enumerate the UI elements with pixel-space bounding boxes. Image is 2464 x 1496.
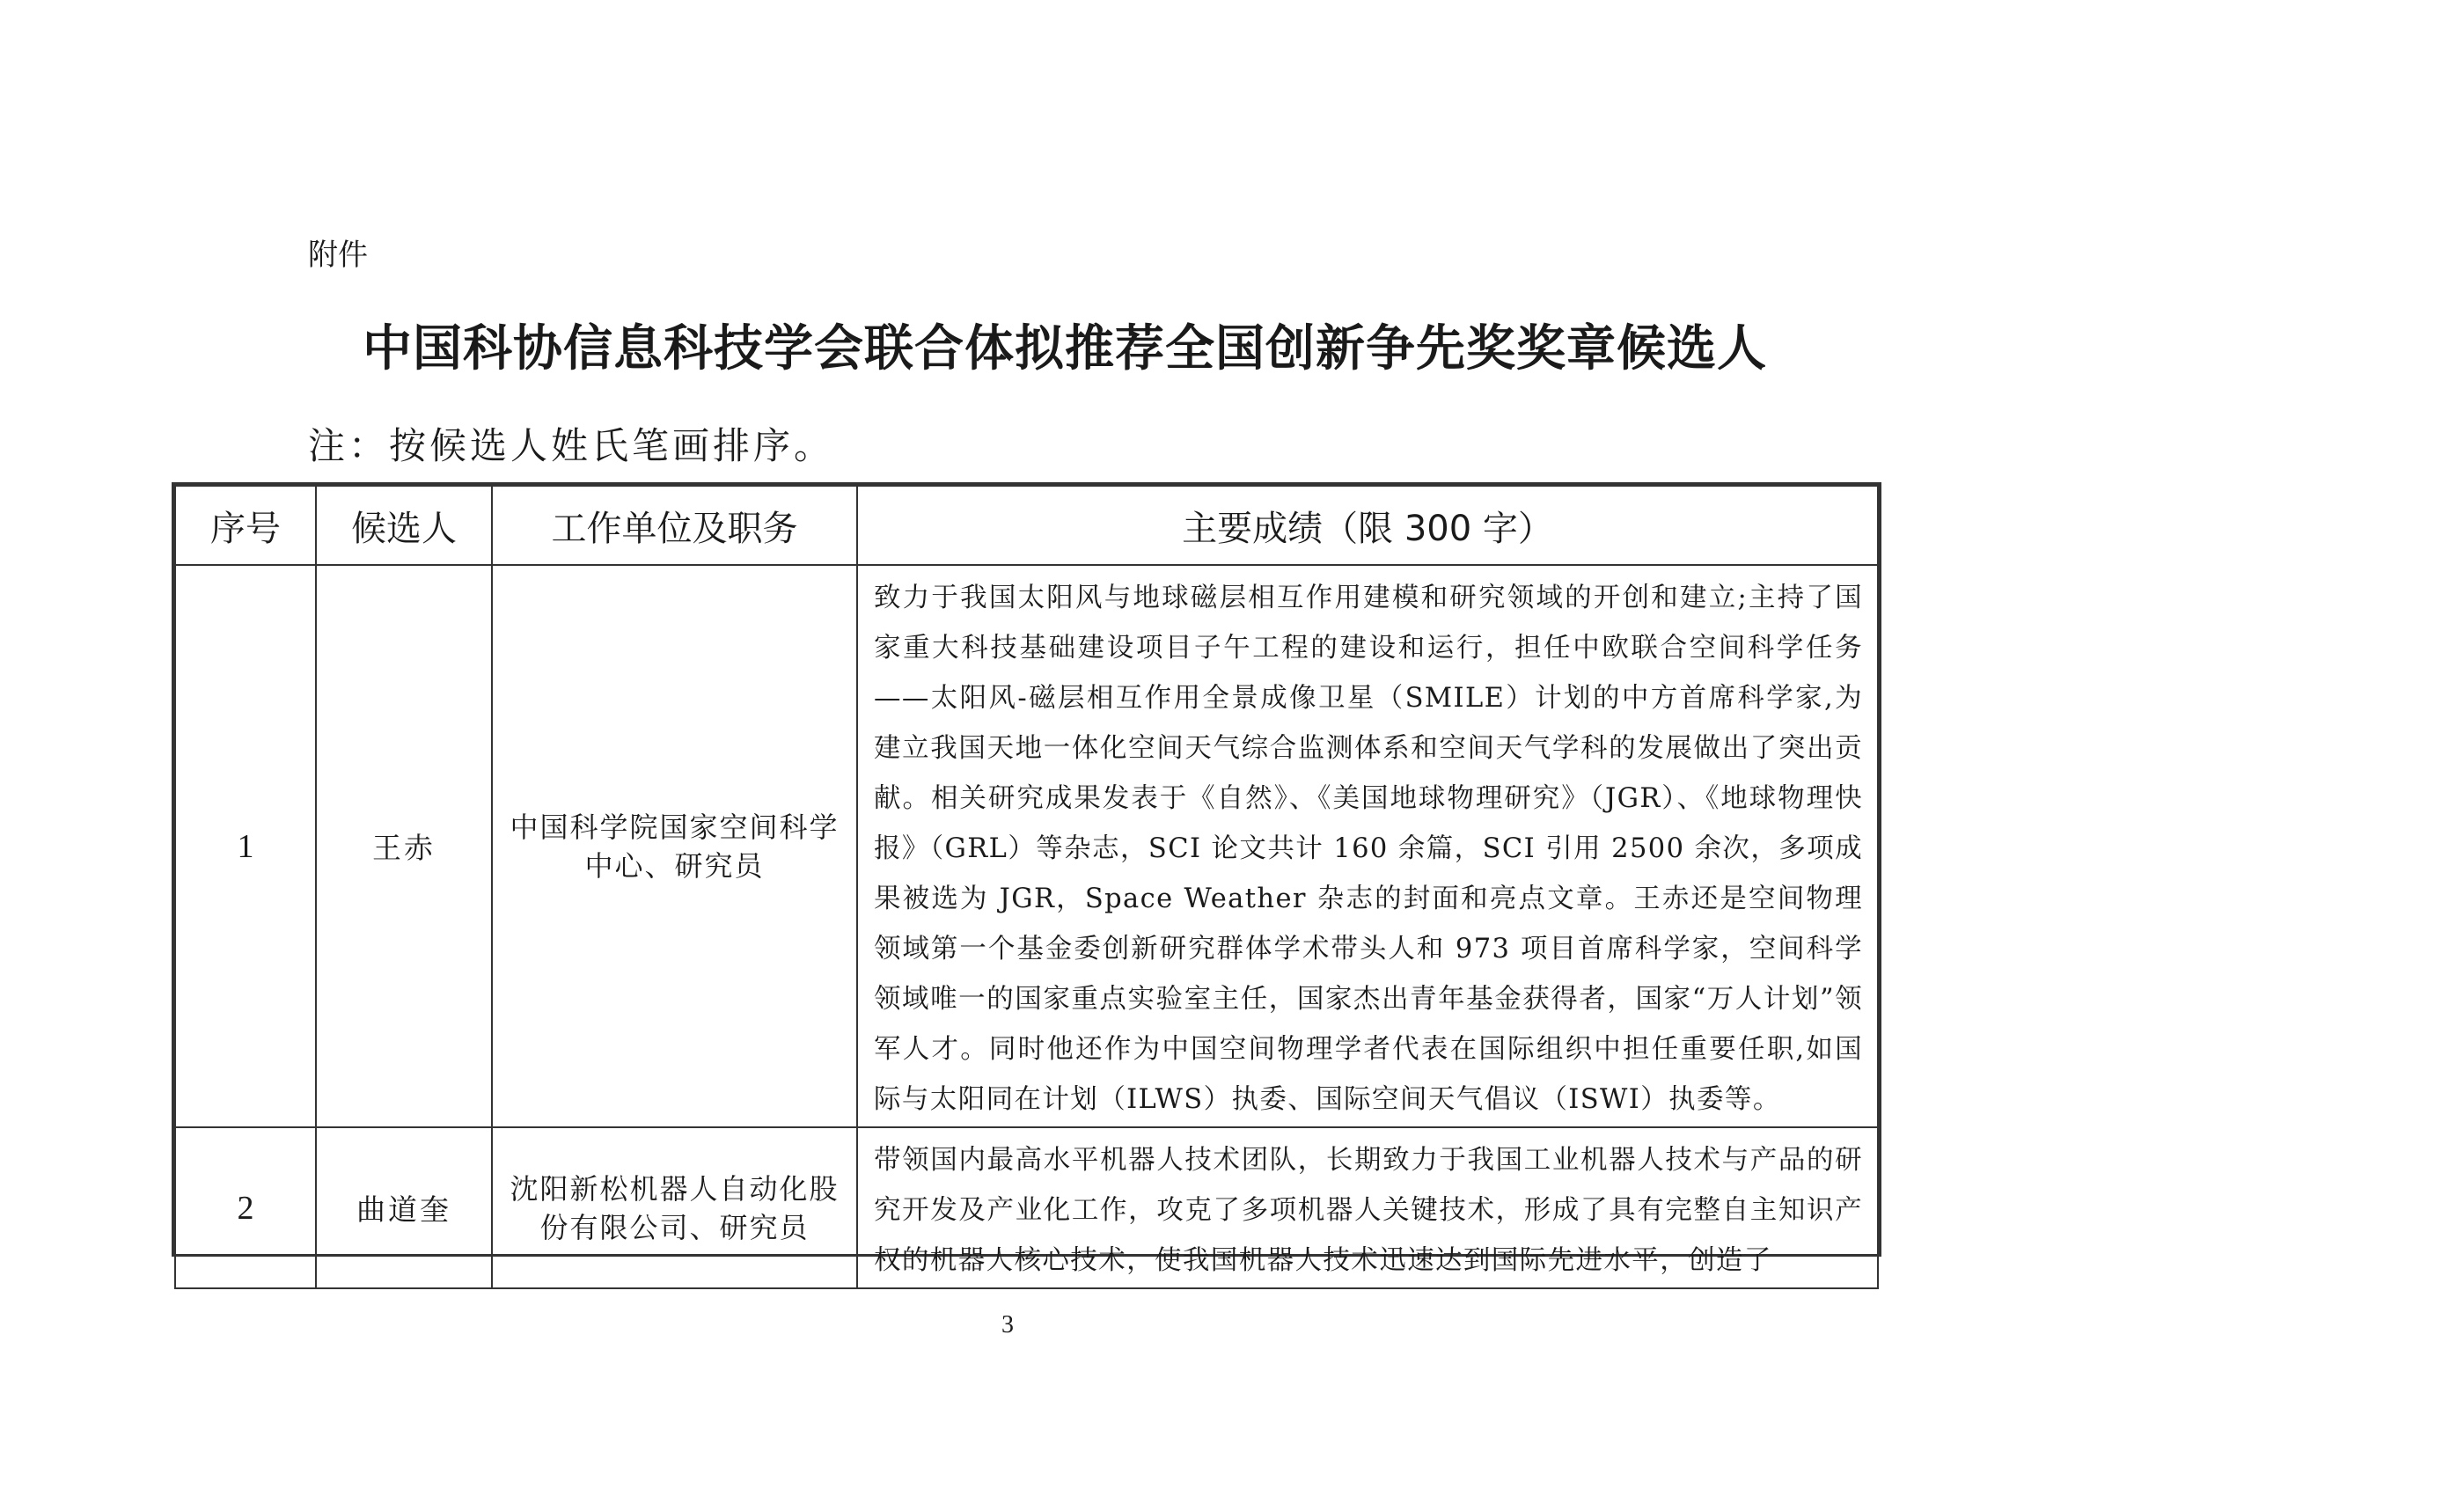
table-row <box>175 565 1878 1127</box>
candidate-table <box>174 485 1879 1289</box>
row-seq: 2 <box>175 1127 316 1288</box>
attachment-label: 附件 <box>308 238 368 273</box>
row-achievement: 带领国内最高水平机器人技术团队，长期致力于我国工业机器人技术与产品的研究开发及产业化工作，攻克了多项机器人关键技术，形成了具有完整自主知识产权的机器人核心技术，使我国机器人技术迅速达到国际先进水平，创造了 <box>857 1127 1878 1288</box>
row-candidate-name: 王赤 <box>316 565 492 1127</box>
header-organization: 工作单位及职务 <box>492 486 857 565</box>
row-organization: 中国科学院国家空间科学中心、研究员 <box>492 565 857 1127</box>
row-achievement: 致力于我国太阳风与地球磁层相互作用建模和研究领域的开创和建立;主持了国家重大科技基础建设项目子午工程的建设和运行，担任中欧联合空间科学任务——太阳风-磁层相互作用全景成像卫星（SMILE）计划的中方首席科学家,为建立我国天地一体化空间天气综合监测体系和空间天气学科的发展做出了突出贡献。相关研究成果发表于《自然》、《美国地球物理研究》（JGR）、《地球物理快报》（GRL）等杂志，SCI 论文共计 160 余篇，SCI 引用 2500 余次，多项成果被选为 JGR，Space Weather 杂志的封面和亮点文章。王赤还是空间物理领域第一个基金委创新研究群体学术带头人和 973 项目首席科学家，空间科学领域唯一的国家重点实验室主任，国家杰出青年基金获得者，国家“万人计划”领军人才。同时他还作为中国空间物理学者代表在国际组织中担任重要任职,如国际与太阳同在计划（ILWS）执委、国际空间天气倡议（ISWI）执委等。 <box>857 565 1878 1127</box>
document-title: 中国科协信息科技学会联合体拟推荐全国创新争先奖奖章候选人 <box>363 319 1767 378</box>
row-candidate-name: 曲道奎 <box>316 1127 492 1288</box>
header-seq: 序号 <box>175 486 316 565</box>
row-seq: 1 <box>175 565 316 1127</box>
table-row <box>175 1127 1878 1288</box>
page-number: 3 <box>1001 1311 1014 1338</box>
header-achievements: 主要成绩（限 300 字） <box>857 486 1878 565</box>
candidate-table-container <box>172 482 1881 1276</box>
row-organization: 沈阳新松机器人自动化股份有限公司、研究员 <box>492 1127 857 1288</box>
header-candidate: 候选人 <box>316 486 492 565</box>
sort-note: 注：按候选人姓氏笔画排序。 <box>308 424 835 467</box>
table-header-row <box>175 486 1878 565</box>
